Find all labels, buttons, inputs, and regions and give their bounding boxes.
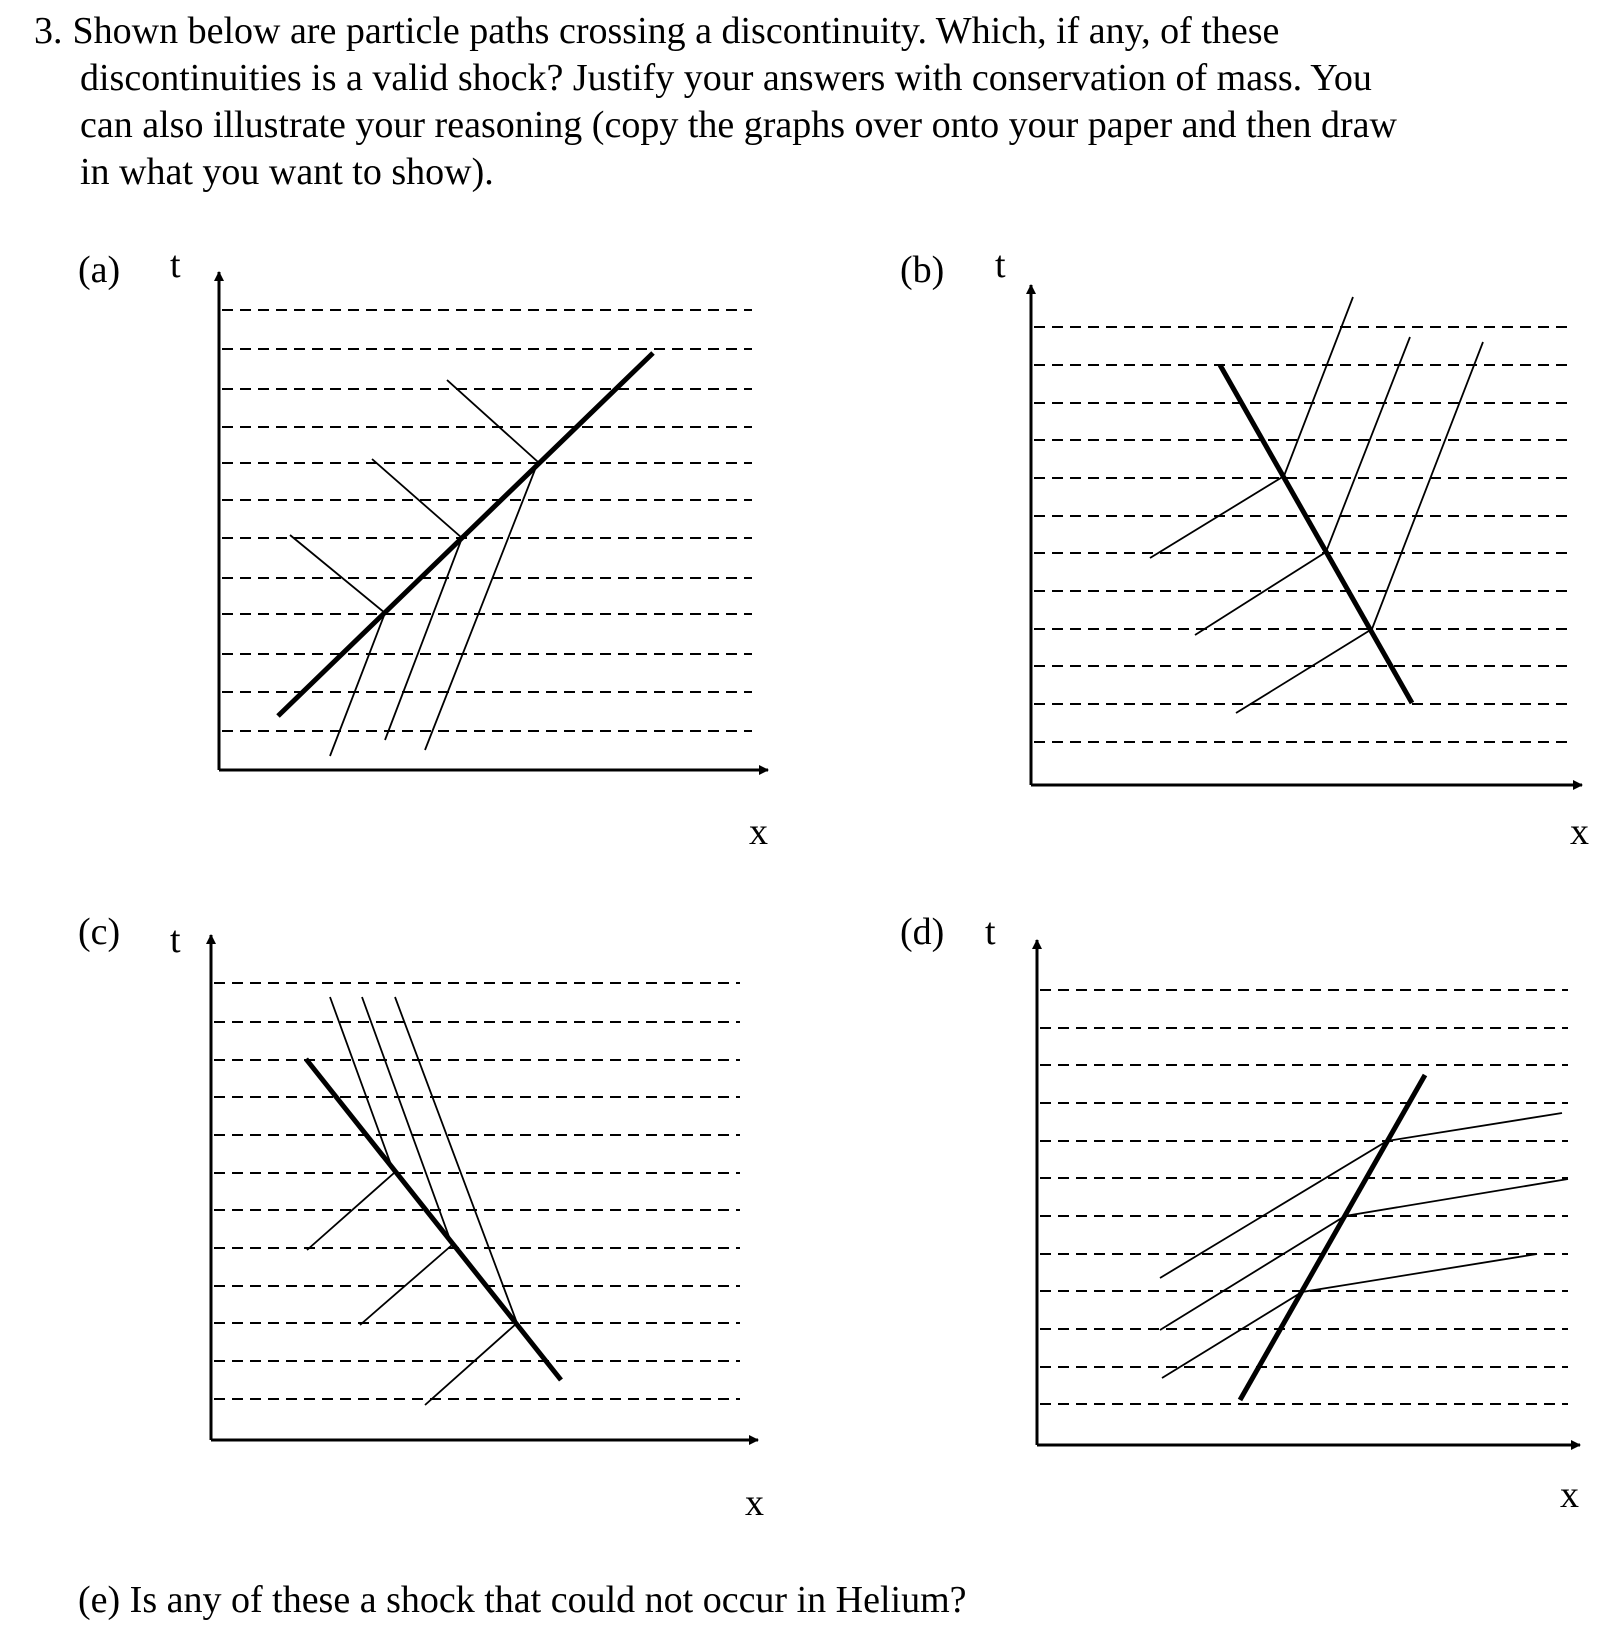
panel-b-diagram xyxy=(1031,285,1582,785)
panel-b-particle-path xyxy=(1150,297,1353,558)
question-line-1: 3. Shown below are particle paths crossing a discontinuity. Which, if any, of these xyxy=(34,10,1280,52)
panel-c-shock-line xyxy=(306,1059,561,1380)
panel-a-gridlines xyxy=(222,310,752,731)
panel-c-t-label: t xyxy=(170,919,181,961)
panel-a-label: (a) xyxy=(78,249,121,291)
panel-b-particle-paths xyxy=(1150,297,1483,713)
panel-d-diagram xyxy=(1037,940,1580,1445)
panel-c-particle-paths xyxy=(307,997,517,1405)
panel-b-x-label: x xyxy=(1570,811,1589,853)
panel-a-particle-path xyxy=(290,535,385,756)
panel-a-particle-paths xyxy=(290,380,538,756)
part-e-question: (e) Is any of these a shock that could not occur in Helium? xyxy=(78,1579,967,1621)
panel-a-particle-path xyxy=(372,459,462,740)
panel-c-particle-path xyxy=(395,997,517,1405)
panel-c-gridlines xyxy=(214,983,740,1399)
panel-a-particle-path xyxy=(425,380,538,750)
panel-c-particle-path xyxy=(360,997,452,1325)
panel-d-t-label: t xyxy=(985,911,996,953)
panel-d-gridlines xyxy=(1040,990,1568,1404)
panel-a-t-label: t xyxy=(170,244,181,286)
panel-c-x-label: x xyxy=(745,1482,764,1524)
panel-a-x-label: x xyxy=(749,811,768,853)
panel-d-shock-line xyxy=(1240,1075,1425,1400)
panel-d-particle-path xyxy=(1162,1254,1537,1378)
panel-d-particle-paths xyxy=(1160,1113,1568,1378)
panel-c-label: (c) xyxy=(78,911,121,953)
question-line-2: discontinuities is a valid shock? Justify your answers with conservation of mass. You xyxy=(80,57,1372,99)
question-line-3: can also illustrate your reasoning (copy the graphs over onto your paper and then draw xyxy=(80,104,1397,146)
panel-b-t-label: t xyxy=(995,244,1006,286)
panel-b-label: (b) xyxy=(900,249,945,291)
question-line-4: in what you want to show). xyxy=(80,151,494,193)
panel-b-shock-line xyxy=(1220,365,1412,703)
panel-a-shock-line xyxy=(278,353,653,716)
question-number: 3. xyxy=(34,10,63,52)
panel-d-x-label: x xyxy=(1560,1474,1579,1516)
panel-b-gridlines xyxy=(1034,327,1572,742)
panel-a-diagram xyxy=(219,272,768,770)
panel-b-particle-path xyxy=(1236,342,1483,713)
panel-c-diagram xyxy=(211,935,758,1440)
panel-d-label: (d) xyxy=(900,911,945,953)
panel-c-particle-path xyxy=(307,997,394,1250)
